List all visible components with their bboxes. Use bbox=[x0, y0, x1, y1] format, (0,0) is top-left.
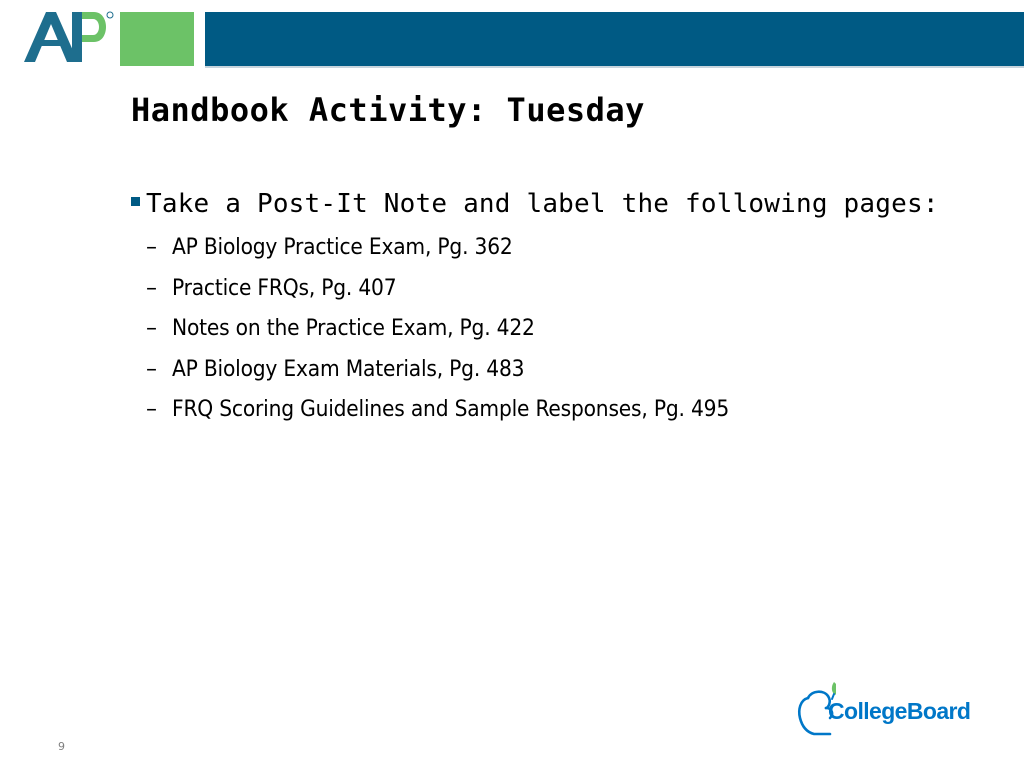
sub-bullet-list bbox=[146, 230, 729, 433]
list-item bbox=[146, 311, 729, 352]
ap-logo-mark bbox=[22, 8, 118, 68]
ap-logo bbox=[22, 8, 118, 68]
header-green-block bbox=[120, 12, 194, 66]
header-blue-bar bbox=[205, 12, 1024, 66]
dash-bullet: – bbox=[146, 316, 157, 341]
dash-bullet: – bbox=[146, 235, 157, 260]
main-bullet-text: Take a Post-It Note and label the following pages: bbox=[146, 189, 939, 219]
square-bullet-icon bbox=[131, 197, 140, 206]
list-item bbox=[146, 352, 729, 393]
slide-title: Handbook Activity: Tuesday bbox=[131, 91, 645, 129]
main-bullet bbox=[131, 186, 939, 222]
list-item-text: FRQ Scoring Guidelines and Sample Responses, Pg. 495 bbox=[172, 396, 729, 422]
list-item-text: Practice FRQs, Pg. 407 bbox=[172, 274, 397, 301]
collegeboard-wordmark: CollegeBoard bbox=[828, 698, 971, 724]
header-bar-shadow bbox=[205, 66, 1024, 68]
dash-bullet: – bbox=[146, 275, 157, 301]
dash-bullet: – bbox=[146, 356, 157, 382]
slide-number: 9 bbox=[58, 740, 65, 753]
collegeboard-logo bbox=[796, 678, 1006, 740]
list-item-text: Notes on the Practice Exam, Pg. 422 bbox=[172, 315, 535, 341]
list-item-text: AP Biology Exam Materials, Pg. 483 bbox=[172, 355, 525, 382]
list-item-text: AP Biology Practice Exam, Pg. 362 bbox=[172, 234, 513, 260]
list-item bbox=[146, 230, 729, 271]
dash-bullet: – bbox=[146, 397, 157, 422]
list-item bbox=[146, 392, 729, 433]
list-item bbox=[146, 271, 729, 312]
